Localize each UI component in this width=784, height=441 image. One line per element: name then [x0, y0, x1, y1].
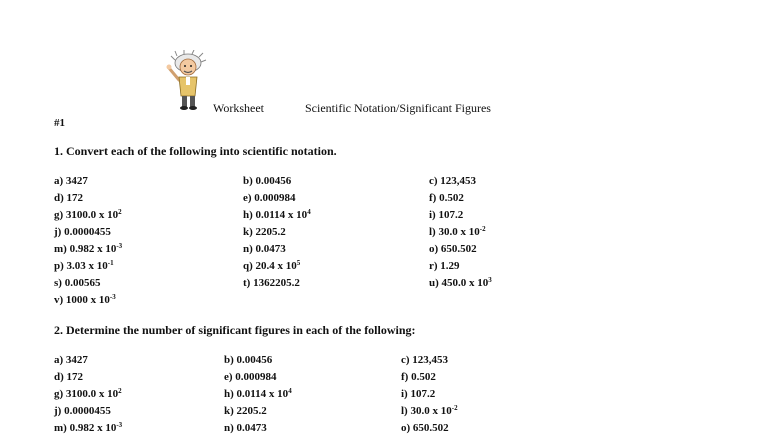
problem-label: m) — [54, 243, 70, 255]
problem-item — [54, 260, 114, 273]
problem-label: o) — [429, 243, 441, 255]
problem-value: 0.0000455 — [64, 405, 111, 417]
question-1-title: 1. Convert each of the following into scientific notation. — [54, 144, 337, 158]
problem-label: d) — [54, 371, 67, 383]
problem-value: 650.502 — [412, 422, 449, 434]
problem-label: f) — [401, 371, 412, 383]
problem-exponent: 2 — [118, 208, 122, 216]
problem-label: l) — [429, 226, 439, 238]
problem-exponent: -2 — [451, 404, 458, 412]
problem-value: 0.502 — [411, 371, 436, 383]
problem-label: b) — [224, 354, 237, 366]
problem-item — [429, 226, 486, 239]
problem-label: u) — [429, 277, 442, 289]
problem-label: i) — [429, 209, 439, 221]
problem-label: v) — [54, 294, 66, 306]
problem-value: 3427 — [65, 175, 88, 187]
problem-label: m) — [54, 422, 70, 434]
problem-label: r) — [429, 260, 441, 272]
problem-label: f) — [429, 192, 440, 204]
problem-item — [54, 277, 100, 290]
problem-value: 3100.0 x 10 — [65, 209, 119, 221]
problem-value: 107.2 — [438, 209, 464, 221]
problem-exponent: 2 — [118, 387, 122, 395]
problem-item — [429, 175, 476, 188]
problem-label: g) — [54, 209, 66, 221]
problem-item — [243, 277, 300, 290]
problem-item — [224, 405, 267, 418]
problem-value: 1362205.2 — [253, 277, 300, 289]
problem-value: 1000 x 10 — [65, 294, 110, 306]
problem-label: h) — [243, 209, 256, 221]
problem-label: j) — [54, 226, 65, 238]
problem-value: 1.29 — [440, 260, 460, 272]
problem-label: c) — [429, 175, 441, 187]
problem-exponent: -3 — [116, 421, 123, 429]
problem-value: 0.982 x 10 — [69, 422, 117, 434]
problem-label: k) — [224, 405, 237, 417]
problem-exponent: 4 — [288, 387, 292, 395]
problem-item — [224, 422, 267, 435]
problem-item — [401, 371, 436, 384]
problem-label: n) — [243, 243, 256, 255]
problem-label: e) — [243, 192, 255, 204]
problem-item — [429, 243, 477, 256]
problem-value: 172 — [66, 192, 84, 204]
problem-label: b) — [243, 175, 256, 187]
problem-item — [54, 422, 122, 435]
problem-exponent: 3 — [488, 276, 492, 284]
problem-value: 0.502 — [439, 192, 464, 204]
problem-value: 0.0114 x 10 — [236, 388, 289, 400]
problem-label: a) — [54, 354, 66, 366]
problem-value: 0.00456 — [255, 175, 292, 187]
problem-item — [54, 354, 88, 367]
problem-exponent: -2 — [479, 225, 486, 233]
problem-item — [243, 243, 286, 256]
worksheet-topic: Scientific Notation/Significant Figures — [305, 101, 491, 115]
problem-value: 2205.2 — [255, 226, 286, 238]
problem-item — [429, 209, 463, 222]
problem-item — [54, 209, 122, 222]
problem-value: 107.2 — [410, 388, 436, 400]
problem-value: 123,453 — [440, 175, 477, 187]
worksheet-number: #1 — [54, 117, 65, 129]
problem-item — [429, 260, 460, 273]
problem-label: o) — [401, 422, 413, 434]
problem-item — [401, 405, 458, 418]
problem-value: 0.982 x 10 — [69, 243, 117, 255]
problem-label: c) — [401, 354, 413, 366]
problem-item — [54, 243, 122, 256]
problem-label: t) — [243, 277, 254, 289]
problem-value: 3427 — [65, 354, 88, 366]
problem-item — [401, 354, 448, 367]
problem-exponent: 4 — [307, 208, 311, 216]
problem-value: 0.000984 — [254, 192, 296, 204]
worksheet-label: Worksheet — [213, 101, 265, 115]
problem-item — [54, 175, 88, 188]
problem-value: 0.000984 — [235, 371, 277, 383]
problem-item — [54, 192, 83, 205]
problem-label: q) — [243, 260, 256, 272]
problem-exponent: -1 — [107, 259, 114, 267]
problem-item — [243, 260, 300, 273]
problem-item — [243, 226, 286, 239]
problem-value: 0.0473 — [236, 422, 267, 434]
problem-item — [243, 175, 291, 188]
problem-exponent: 5 — [296, 259, 301, 267]
einstein-cartoon-icon — [164, 50, 214, 112]
problem-label: p) — [54, 260, 67, 272]
problem-value: 123,453 — [412, 354, 449, 366]
problem-value: 0.0473 — [255, 243, 286, 255]
question-2-title: 2. Determine the number of significant figures in each of the following: — [54, 323, 416, 337]
problem-label: h) — [224, 388, 237, 400]
problem-label: g) — [54, 388, 66, 400]
problem-label: s) — [54, 277, 65, 289]
problem-item — [54, 405, 111, 418]
problem-item — [429, 277, 492, 290]
problem-item — [243, 209, 311, 222]
problem-label: e) — [224, 371, 236, 383]
problem-item — [401, 422, 449, 435]
problem-label: k) — [243, 226, 256, 238]
problem-item — [401, 388, 435, 401]
problem-item — [429, 192, 464, 205]
problem-item — [224, 388, 292, 401]
problem-value: 650.502 — [440, 243, 477, 255]
problem-value: 450.0 x 10 — [441, 277, 489, 289]
problem-value: 3.03 x 10 — [66, 260, 108, 272]
problem-label: d) — [54, 192, 67, 204]
problem-label: j) — [54, 405, 65, 417]
problem-item — [224, 371, 277, 384]
problem-item — [54, 388, 122, 401]
problem-value: 30.0 x 10 — [438, 226, 480, 238]
problem-label: n) — [224, 422, 237, 434]
problem-exponent: -3 — [109, 293, 116, 301]
problem-item — [54, 371, 83, 384]
problem-label: i) — [401, 388, 411, 400]
problem-value: 20.4 x 10 — [255, 260, 297, 272]
problem-value: 2205.2 — [236, 405, 267, 417]
problem-item — [54, 294, 116, 307]
problem-label: l) — [401, 405, 411, 417]
problem-value: 30.0 x 10 — [410, 405, 452, 417]
problem-value: 172 — [66, 371, 84, 383]
problem-item — [243, 192, 296, 205]
problem-value: 0.00456 — [236, 354, 273, 366]
problem-value: 3100.0 x 10 — [65, 388, 119, 400]
problem-item — [224, 354, 272, 367]
problem-label: a) — [54, 175, 66, 187]
problem-exponent: -3 — [116, 242, 123, 250]
problem-value: 0.0114 x 10 — [255, 209, 308, 221]
problem-item — [54, 226, 111, 239]
problem-value: 0.0000455 — [64, 226, 111, 238]
problem-value: 0.00565 — [64, 277, 101, 289]
